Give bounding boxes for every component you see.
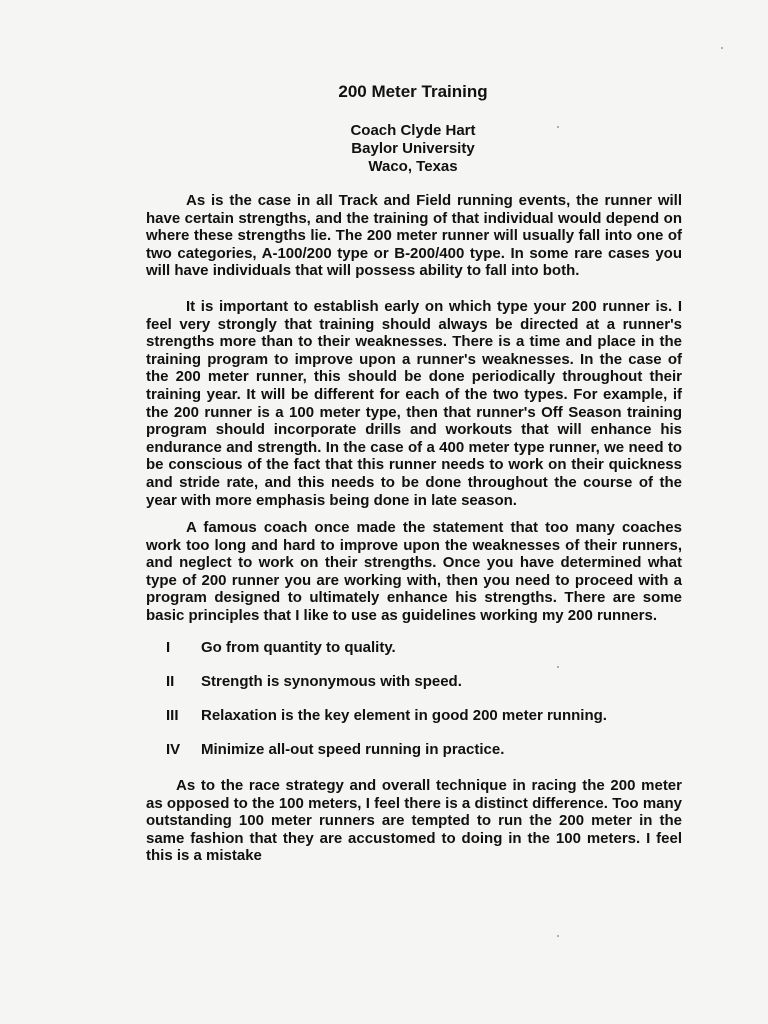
principle-text: Minimize all-out speed running in practice. bbox=[201, 741, 505, 758]
paragraph-1-text: As is the case in all Track and Field running events, the runner will have certain strengths, and the training of that individual would depend on where these strengths lie. The 200 meter runner will usually fall into one of two categories, A-100/200 type or B-200/400 type. In some rare cases you will have individuals that will possess ability to fall into both. bbox=[146, 192, 682, 280]
principle-text: Relaxation is the key element in good 200 meter running. bbox=[201, 707, 607, 724]
principle-item bbox=[166, 673, 666, 707]
principle-item bbox=[166, 639, 666, 673]
principle-text: Go from quantity to quality. bbox=[201, 639, 396, 656]
document-title: 200 Meter Training bbox=[338, 82, 488, 101]
author-name: Coach Clyde Hart bbox=[350, 122, 476, 139]
paragraph-1 bbox=[146, 192, 682, 280]
principle-numeral: I bbox=[166, 639, 171, 656]
paragraph-3-text: A famous coach once made the statement that too many coaches work too long and hard to improve upon the weaknesses of their runners, and neglect to work on their strengths. Once you have determined what type of 200 runner you are working with, then you need to proceed with a program designed to ultimately enhance his strengths. There are some basic principles that I like to use as guidelines working my 200 runners. bbox=[146, 519, 682, 624]
principles-list bbox=[166, 639, 666, 775]
scan-speck bbox=[557, 935, 559, 937]
author-location: Waco, Texas bbox=[368, 158, 458, 175]
author-institution: Baylor University bbox=[351, 140, 475, 157]
principle-numeral: III bbox=[166, 707, 179, 724]
scan-speck bbox=[557, 666, 559, 668]
paragraph-2 bbox=[146, 298, 682, 509]
scan-speck bbox=[557, 126, 559, 128]
closing-paragraph-text: As to the race strategy and overall technique in racing the 200 meter as opposed to the 100 meters, I feel there is a distinct difference. Too many outstanding 100 meter runners are tempted to run the 200 meter in the same fashion that they are accustomed to doing in the 100 meters. I feel this is a mistake bbox=[146, 777, 682, 865]
paragraph-3 bbox=[146, 519, 682, 625]
principle-item bbox=[166, 707, 666, 741]
paragraph-2-text: It is important to establish early on which type your 200 runner is. I feel very strongly that training should always be directed at a runner's strengths more than to their weaknesses. There is a time and place in the training program to improve upon a runner's weaknesses. In the case of the 200 meter runner, this should be done periodically throughout their training year. It will be different for each of the two types. For example, if the 200 runner is a 100 meter type, then that runner's Off Season training program should incorporate drills and workouts that will enhance his endurance and strength. In the case of a 400 meter type runner, we need to be conscious of the fact that this runner needs to work on their quickness and stride rate, and this needs to be done throughout the course of the year with more emphasis being done in late season. bbox=[146, 298, 682, 509]
principle-numeral: II bbox=[166, 673, 175, 690]
closing-paragraph bbox=[146, 777, 682, 865]
author-block bbox=[0, 122, 768, 176]
principle-numeral: IV bbox=[166, 741, 181, 758]
scan-speck bbox=[721, 47, 723, 49]
principle-item bbox=[166, 741, 666, 775]
principle-text: Strength is synonymous with speed. bbox=[201, 673, 462, 690]
